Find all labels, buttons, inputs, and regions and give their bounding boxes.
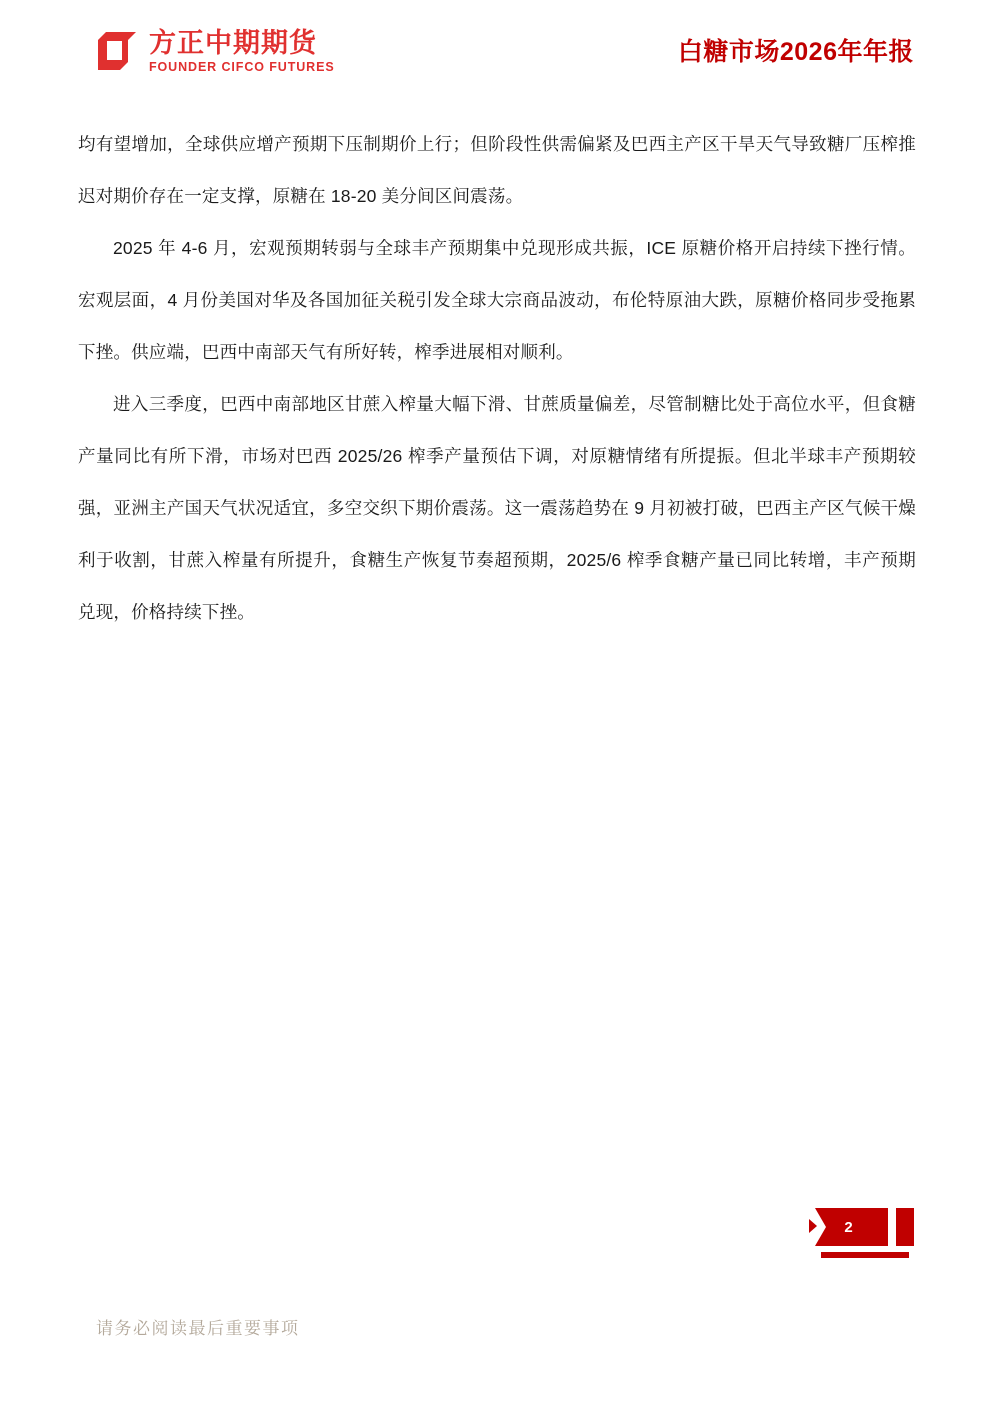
brand-lockup <box>96 29 335 74</box>
page-header <box>0 0 992 100</box>
founder-cifco-logo-mark-icon <box>96 30 138 72</box>
document-body <box>78 118 916 638</box>
brand-text <box>149 29 335 74</box>
page-number: 2 <box>844 1218 853 1236</box>
body-paragraph: 进入三季度，巴西中南部地区甘蔗入榨量大幅下滑、甘蔗质量偏差，尽管制糖比处于高位水平，但食糖产量同比有所下滑，市场对巴西 2025/26 榨季产量预估下调，对原糖情绪有所提振。但北半球丰产预期较强，亚洲主产国天气状况适宜，多空交织下期价震荡。这一震荡趋势在 9 月初被打破，巴西主产区气候干燥利于收割，甘蔗入榨量有所提升，食糖生产恢复节奏超预期，2025/6 榨季食糖产量已同比转增，丰产预期兑现，价格持续下挫。 <box>78 394 916 622</box>
report-title: 白糖市场2026年年报 <box>677 38 914 66</box>
brand-name-en: FOUNDER CIFCO FUTURES <box>149 59 335 74</box>
footer-notice: 请务必阅读最后重要事项 <box>96 1319 300 1338</box>
page-number-badge <box>809 1208 914 1260</box>
body-paragraph: 均有望增加，全球供应增产预期下压制期价上行；但阶段性供需偏紧及巴西主产区干旱天气导致糖厂压榨推迟对期价存在一定支撑，原糖在 18-20 美分间区间震荡。 <box>78 134 916 206</box>
brand-name-cn: 方正中期期货 <box>149 27 317 58</box>
body-paragraph: 2025 年 4-6 月，宏观预期转弱与全球丰产预期集中兑现形成共振，ICE 原糖价格开启持续下挫行情。宏观层面，4 月份美国对华及各国加征关税引发全球大宗商品波动，布伦特原油大跌，原糖价格同步受拖累下挫。供应端，巴西中南部天气有所好转，榨季进展相对顺利。 <box>78 238 916 362</box>
